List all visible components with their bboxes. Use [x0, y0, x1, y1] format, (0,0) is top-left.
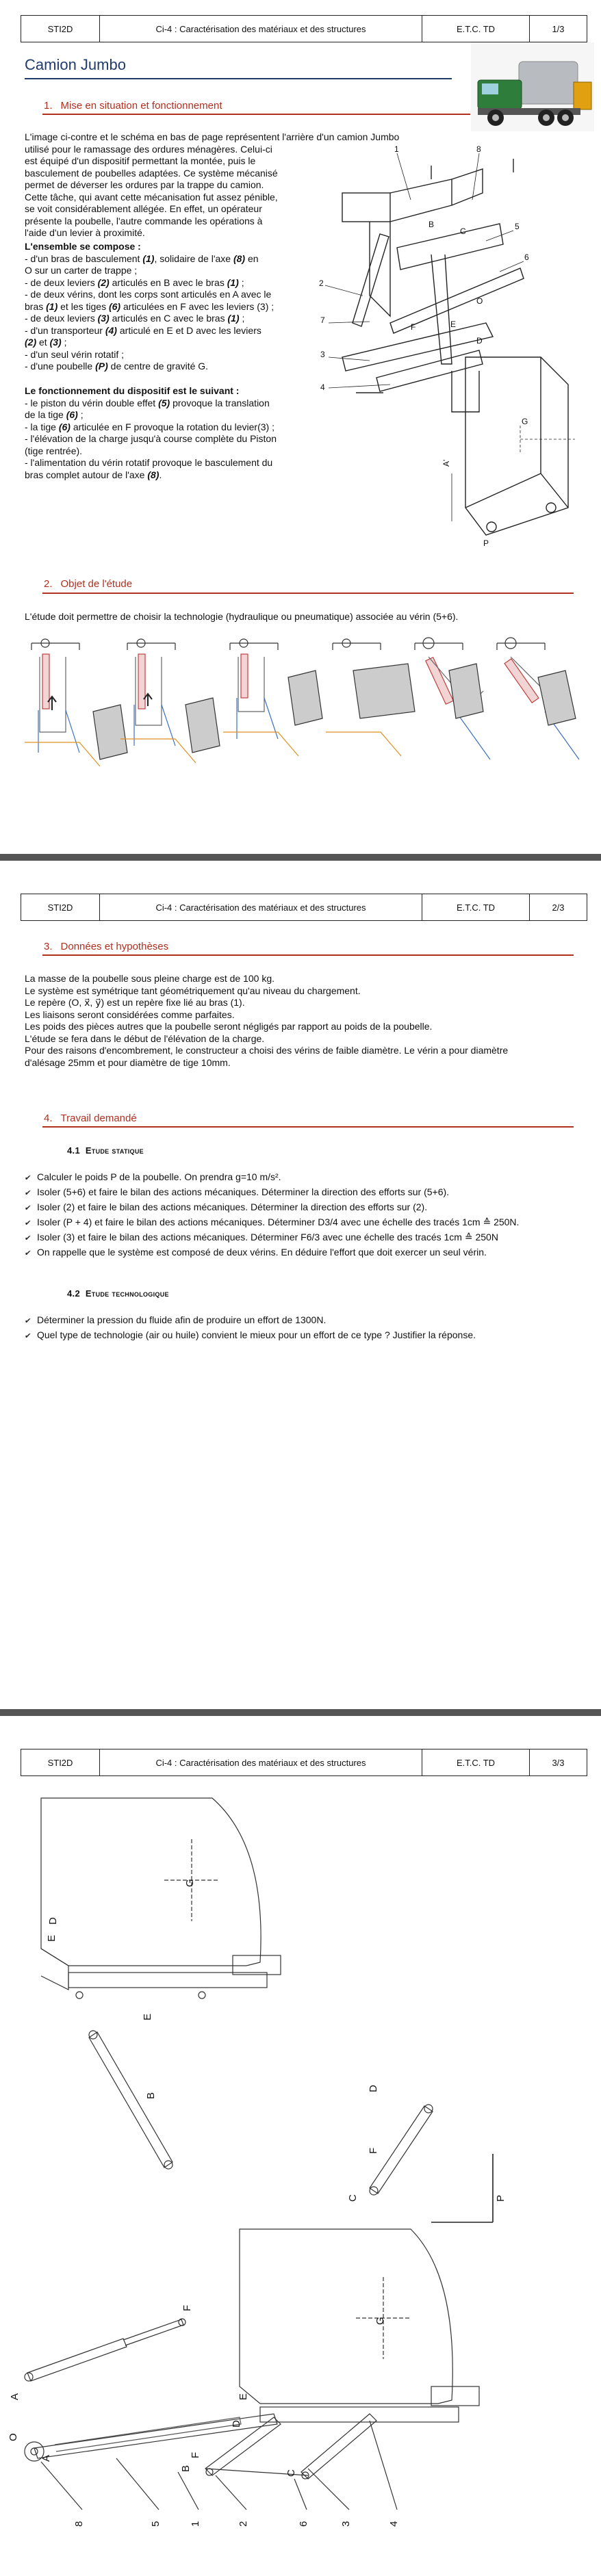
- point-label: O: [8, 2433, 19, 2441]
- svg-text:E: E: [450, 320, 457, 329]
- static-study-tasks: [25, 1170, 586, 1260]
- static-task: ✔︎ Isoler (2) et faire le bilan des actions mécaniques. Déterminer la direction des efforts sur (2).: [25, 1200, 586, 1215]
- intro-line: permet de déverser les ordures par la trappe du camion.: [25, 179, 264, 190]
- page-title: Camion Jumbo: [25, 56, 126, 73]
- static-task: ✔︎ Isoler (3) et faire le bilan des actions mécaniques. Déterminer F6/3 avec une échelle des tracés 1cm ≙ 250N: [25, 1230, 586, 1245]
- intro-line: se voit considérablement allégée. En effet, un opérateur: [25, 203, 262, 214]
- header-school: STI2D: [21, 16, 100, 42]
- composition-item: - de deux leviers (2) articulés en B avec le bras (1) ;: [25, 276, 244, 288]
- point-label: G: [184, 1879, 196, 1887]
- header-school: STI2D: [21, 1749, 100, 1775]
- svg-text:3: 3: [320, 350, 325, 359]
- composition-item: (2) et (3) ;: [25, 337, 67, 348]
- page-separator: [0, 854, 601, 861]
- operation-item: de la tige (6) ;: [25, 409, 84, 420]
- svg-text:B: B: [429, 220, 435, 229]
- part-number-label: 5: [150, 2521, 162, 2527]
- point-label: G: [374, 2317, 386, 2325]
- operation-item: - le piston du vérin double effet (5) provoque la translation: [25, 397, 270, 408]
- svg-text:2: 2: [319, 278, 324, 288]
- point-label: A: [40, 2454, 52, 2462]
- section-4-rule: [42, 1126, 574, 1128]
- part-number-label: 2: [238, 2521, 249, 2527]
- exercise-drawings: [8, 1784, 589, 2564]
- section-3-rule: [42, 954, 574, 956]
- intro-line: Cette tâche, qui avant cette mécanisation fut assez pénible,: [25, 191, 278, 203]
- svg-text:F: F: [411, 322, 416, 332]
- title-rule: [25, 78, 452, 79]
- operation-item: (tige rentrée).: [25, 445, 83, 456]
- mechanism-diagram: [315, 144, 589, 556]
- svg-text:4: 4: [320, 382, 325, 392]
- data-line: Pour des raisons d'encombrement, le constructeur a choisi des vérins de faible diamètre. Le vérin a pour diamètre: [25, 1045, 509, 1056]
- page-1: [0, 0, 601, 854]
- page-header: [21, 15, 587, 42]
- composition-item: bras (1) et les tiges (6) articulées en F avec les leviers (3) ;: [25, 300, 274, 312]
- point-label: F: [181, 2304, 193, 2311]
- intro-line: présente la poubelle, l'autre commande les opérations à: [25, 215, 263, 226]
- point-label: F: [190, 2451, 201, 2458]
- intro-line: est équipé d'un dispositif permettant la montée, puis le: [25, 155, 256, 166]
- point-label: A: [9, 2393, 21, 2400]
- part-number-label: 3: [340, 2521, 352, 2527]
- section-2-rule: [42, 593, 574, 594]
- point-label: B: [145, 2092, 157, 2099]
- intro-line: L'image ci-contre et le schéma en bas de page représentent l'arrière d'un camion Jumbo: [25, 131, 400, 142]
- section-1-heading: 1. Mise en situation et fonctionnement: [44, 100, 222, 112]
- header-page-number: 3/3: [552, 1757, 565, 1768]
- svg-text:8: 8: [476, 144, 481, 154]
- truck-photo: [471, 42, 594, 131]
- part-number-label: 6: [298, 2521, 309, 2527]
- header-page-number: 1/3: [552, 23, 565, 34]
- point-label: C: [285, 2469, 297, 2477]
- study-objective: L'étude doit permettre de choisir la technologie (hydraulique ou pneumatique) associée au vérin (5+6).: [25, 611, 459, 622]
- svg-text:A': A': [442, 459, 451, 467]
- operation-title: Le fonctionnement du dispositif est le suivant :: [25, 385, 240, 396]
- intro-line: basculement de poubelles adaptées. Ce système mécanisé: [25, 167, 278, 179]
- section-4-heading: 4. Travail demandé: [44, 1113, 137, 1124]
- point-label: E: [46, 1934, 57, 1942]
- section-3-heading: 3. Données et hypothèses: [44, 941, 169, 952]
- data-hypotheses: [25, 973, 586, 1069]
- data-line: La masse de la poubelle sous pleine charge est de 100 kg.: [25, 973, 275, 984]
- technology-task: ✔︎ Déterminer la pression du fluide afin de produire un effort de 1300N.: [25, 1313, 586, 1328]
- page-header: [21, 1749, 587, 1776]
- header-course: Ci-4 : Caractérisation des matériaux et des structures: [100, 1749, 422, 1775]
- page-3: [0, 1716, 601, 2576]
- point-label: C: [347, 2194, 359, 2202]
- static-task: ✔︎ On rappelle que le système est composé de deux vérins. En déduire l'effort que doit exercer un seul vérin.: [25, 1245, 586, 1260]
- svg-text:7: 7: [320, 315, 325, 325]
- operation-item: - l'alimentation du vérin rotatif provoque le basculement du: [25, 457, 273, 468]
- page-separator: [0, 1709, 601, 1716]
- header-school: STI2D: [21, 894, 100, 920]
- header-page-number: 2/3: [552, 902, 565, 913]
- data-line: Le repère (O, x⃗, y⃗) est un repère fixe lié au bras (1).: [25, 997, 245, 1008]
- point-label: P: [495, 2194, 507, 2202]
- data-line: Le système est symétrique tant géométriquement qu'au niveau du chargement.: [25, 985, 361, 996]
- page-2: [0, 861, 601, 1709]
- static-task: ✔︎ Calculer le poids P de la poubelle. On prendra g=10 m/s².: [25, 1170, 586, 1185]
- svg-text:6: 6: [524, 252, 529, 262]
- data-line: Les liaisons seront considérées comme parfaites.: [25, 1009, 235, 1020]
- page-header: [21, 894, 587, 921]
- svg-text:O: O: [476, 296, 483, 306]
- svg-text:P: P: [483, 538, 489, 548]
- svg-text:5: 5: [515, 222, 520, 231]
- svg-text:C: C: [460, 226, 466, 236]
- part-number-label: 1: [190, 2521, 201, 2527]
- composition-item: - de deux leviers (3) articulés en C avec le bras (1) ;: [25, 313, 245, 324]
- header-type: E.T.C. TD: [422, 1749, 530, 1775]
- data-line: L'étude se fera dans le début de l'élévation de la charge.: [25, 1032, 265, 1044]
- composition-block: [25, 241, 326, 373]
- operation-item: - l'élévation de la charge jusqu'à course complète du Piston: [25, 433, 277, 444]
- point-label: B: [180, 2464, 192, 2472]
- point-label: E: [238, 2393, 249, 2400]
- section-1-rule: [42, 114, 470, 115]
- data-line: d'alésage 25mm et pour diamètre de tige 10mm.: [25, 1056, 231, 1068]
- point-label: D: [368, 2085, 379, 2092]
- operation-block: [25, 385, 326, 481]
- composition-item: O sur un carter de trappe ;: [25, 265, 138, 276]
- part-number-label: 8: [73, 2521, 85, 2527]
- composition-item: - d'un transporteur (4) articulé en E et D avec les leviers: [25, 324, 261, 336]
- header-type: E.T.C. TD: [422, 16, 530, 42]
- point-label: D: [47, 1917, 59, 1925]
- composition-item: - d'un bras de basculement (1), solidaire de l'axe (8) en: [25, 252, 259, 264]
- technology-task: ✔︎ Quel type de technologie (air ou huile) convient le mieux pour un effort de ce type ? Justifier la réponse.: [25, 1328, 586, 1343]
- svg-text:1: 1: [394, 144, 399, 154]
- point-label: E: [142, 2013, 153, 2020]
- composition-item: - d'un seul vérin rotatif ;: [25, 348, 125, 360]
- static-task: ✔︎ Isoler (P + 4) et faire le bilan des actions mécaniques. Déterminer D3/4 avec une échelle des tracés 1cm ≙ 250N.: [25, 1215, 586, 1230]
- subsection-4-1-heading: 4.1 Etude statique: [67, 1145, 144, 1156]
- svg-text:D: D: [476, 336, 483, 346]
- intro-line: utilisé pour le ramassage des ordures ménagères. Celui-ci: [25, 143, 272, 155]
- point-label: F: [368, 2147, 379, 2154]
- svg-text:G: G: [522, 417, 528, 426]
- static-task: ✔︎ Isoler (5+6) et faire le bilan des actions mécaniques. Déterminer la direction des efforts sur (5+6).: [25, 1185, 586, 1200]
- composition-title: L'ensemble se compose :: [25, 241, 141, 252]
- technology-study-tasks: [25, 1313, 586, 1343]
- header-course: Ci-4 : Caractérisation des matériaux et des structures: [100, 16, 422, 42]
- intro-line: l'aide d'un levier à proximité.: [25, 227, 145, 238]
- operation-item: bras complet autour de l'axe (8).: [25, 469, 162, 480]
- header-type: E.T.C. TD: [422, 894, 530, 920]
- composition-item: - d'une poubelle (P) de centre de gravité G.: [25, 361, 209, 372]
- part-number-label: 4: [388, 2521, 400, 2527]
- point-label: D: [231, 2420, 242, 2428]
- operation-item: - la tige (6) articulée en F provoque la rotation du levier(3) ;: [25, 421, 274, 432]
- composition-item: - de deux vérins, dont les corps sont articulés en A avec le: [25, 289, 272, 300]
- header-course: Ci-4 : Caractérisation des matériaux et des structures: [100, 894, 422, 920]
- data-line: Les poids des pièces autres que la poubelle seront négligés par rapport au poids de la poubelle.: [25, 1021, 433, 1032]
- subsection-4-2-heading: 4.2 Etude technologique: [67, 1288, 169, 1299]
- lift-sequence-diagram: [25, 629, 586, 801]
- section-2-heading: 2. Objet de l'étude: [44, 578, 133, 590]
